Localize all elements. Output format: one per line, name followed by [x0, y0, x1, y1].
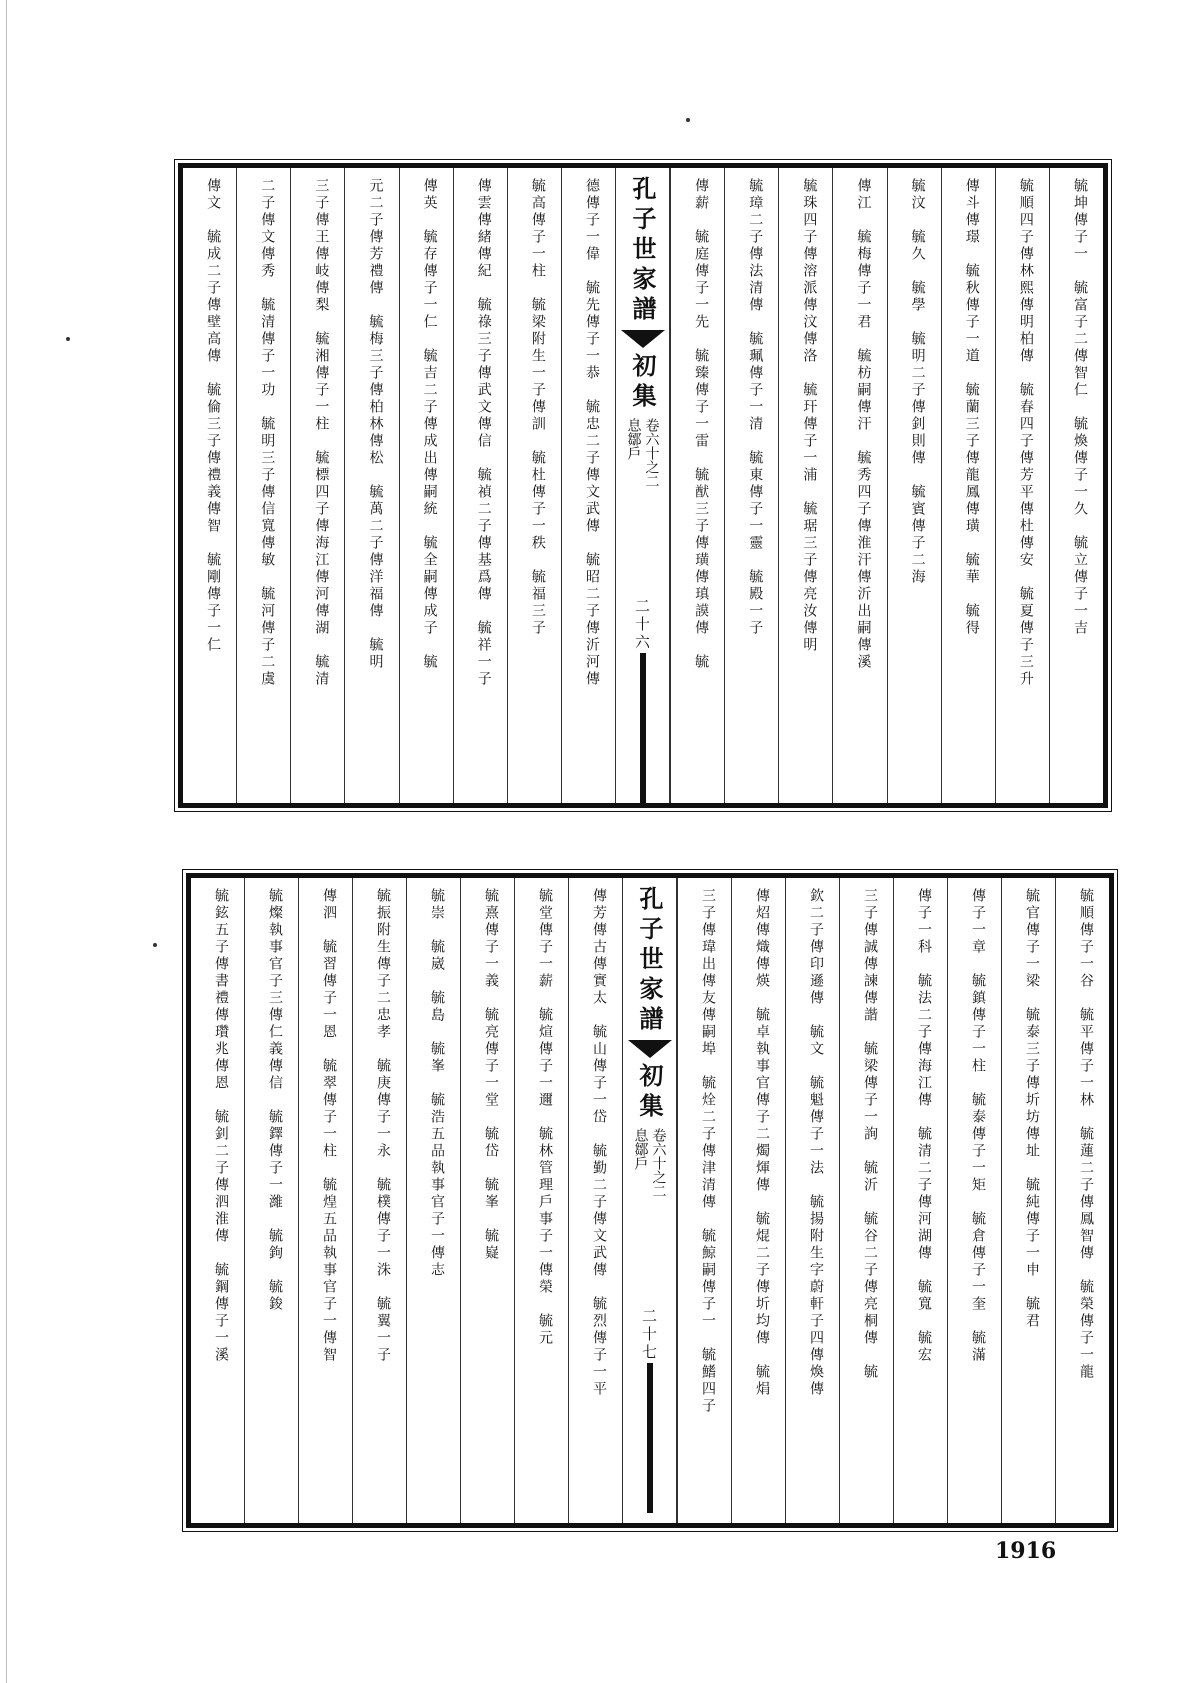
text-column [947, 878, 1001, 1523]
genealogy-page-bottom [186, 873, 1114, 1528]
text-column [832, 168, 886, 803]
text-column [352, 878, 406, 1523]
page-number: 1916 [995, 1538, 1057, 1564]
column-text: 毓汶 毓久 毓學 毓明二子傳釗則傳 毓賓傳子二海 [909, 178, 926, 586]
text-column [561, 168, 615, 803]
text-column [1049, 168, 1103, 803]
column-text: 傳文 毓成二子傳壁高傳 毓倫三子傳禮義傳智 毓剛傳子一仁 [205, 178, 222, 654]
column-text: 三子傳瑋出傳友傳嗣埠 毓烇二子傳津清傳 毓鯨嗣傳子一 毓鰭四子 [700, 888, 716, 1415]
center-fold-margin [622, 878, 677, 1523]
text-column [941, 168, 995, 803]
text-column [399, 168, 453, 803]
margin-bar [647, 1363, 653, 1513]
text-column [1001, 878, 1055, 1523]
margin-bar [640, 653, 646, 803]
folio-number: 二十七 [640, 1308, 658, 1362]
book-title: 孔子世家譜 [628, 176, 657, 326]
column-text: 傳炤傳熾傳煐 毓卓執事官傳子二燭煇傳 毓焜二子傳圻均傳 毓焆 [754, 888, 770, 1398]
column-text: 傳芳傳古傳實太 毓山傳子一岱 毓勤二子傳文武傳 毓烈傳子一平 [591, 888, 607, 1398]
section-chapter: 卷六十之二 [643, 418, 660, 488]
scan-speck [686, 118, 690, 122]
column-text: 德傳子一偉 毓先傳子一恭 毓忠二子傳文武傳 毓昭二子傳沂河傳 [584, 178, 600, 688]
fishtail-mark-icon [621, 330, 665, 348]
column-text: 毓崇 毓崴 毓島 毓峯 毓浩五品執事官子一傳志 [429, 888, 445, 1279]
section-label [632, 1128, 668, 1198]
column-text: 欽二子傳印遜傳 毓文 毓魁傳子一法 毓揚附生字蔚軒子四傳煥傳 [808, 888, 824, 1398]
text-column [507, 168, 561, 803]
text-column [191, 878, 244, 1523]
text-column [785, 878, 839, 1523]
column-text: 毓熹傳子一義 毓亮傳子一堂 毓岱 毓峯 毓嶷 [483, 888, 499, 1262]
column-text: 傳雲傳緒傳紀 毓祿三子傳武文傳信 毓禎二子傳基爲傳 毓祥一子 [475, 178, 492, 688]
column-text: 傳薪 毓庭傳子一先 毓臻傳子一雷 毓猷三子傳璜傳瑱謨傳 毓 [693, 178, 710, 671]
text-column [183, 168, 236, 803]
text-column [406, 878, 460, 1523]
column-text: 三子傳王傳岐傳梨 毓湘傳子一柱 毓標四子傳海江傳河傳湖 毓清 [313, 178, 330, 688]
column-text: 毓珠四子傳溶派傳汶傳洛 毓玕傳子一浦 毓琚三子傳亮汝傳明 [801, 178, 818, 654]
column-text: 毓燦執事官子三傳仁義傳信 毓鐸傳子一濰 毓鉤 毓鋑 [267, 888, 283, 1313]
scan-speck [153, 943, 157, 947]
text-column [236, 168, 290, 803]
column-text: 毓堂傳子一薪 毓煊傳子一邇 毓林管理戶事子一傳榮 毓元 [537, 888, 553, 1347]
column-text: 毓振附生傳子二忠孝 毓庚傳子一永 毓樸傳子一洙 毓翼一子 [375, 888, 391, 1364]
text-column [995, 168, 1049, 803]
column-text: 毓璋二子傳法清傳 毓珮傳子一清 毓東傳子一靈 毓殿一子 [747, 178, 764, 637]
text-column [887, 168, 941, 803]
column-text: 傳子一科 毓法二子傳海江傳 毓清二子傳河湖傳 毓寬 毓宏 [916, 888, 932, 1364]
text-column [244, 878, 298, 1523]
section-branch: 息鄒戶 [625, 418, 642, 460]
text-column [453, 168, 507, 803]
column-text: 三子傳誠傳諫傳諧 毓梁傳子一詢 毓沂 毓谷二子傳亮桐傳 毓 [862, 888, 878, 1381]
text-column [568, 878, 622, 1523]
section-label [625, 418, 661, 488]
column-text: 毓鉉五子傳書禮傳瓚兆傳恩 毓釗二子傳泗淮傳 毓鋼傳子一溪 [213, 888, 229, 1364]
text-column [839, 878, 893, 1523]
column-text: 傳江 毓梅傳子一君 毓枋嗣傳汗 毓秀四子傳淮汗傳沂出嗣傳溪 [855, 178, 872, 671]
column-text: 傳斗傳璟 毓秋傳子一道 毓蘭三子傳龍鳳傳璜 毓華 毓得 [963, 178, 980, 637]
column-text: 傳子一章 毓鎮傳子一柱 毓泰傳子一矩 毓倉傳子一奎 毓滿 [970, 888, 986, 1364]
text-column [778, 168, 832, 803]
text-column [298, 878, 352, 1523]
column-text: 傳泗 毓習傳子一恩 毓翠傳子一柱 毓煌五品執事官子一傳智 [321, 888, 337, 1364]
column-text: 毓高傳子一柱 毓梁附生一子傳訓 毓杜傳子一秩 毓福三子 [529, 178, 546, 637]
text-column [893, 878, 947, 1523]
column-text: 毓順四子傳林熙傳明柏傳 毓春四子傳芳平傳杜傳安 毓夏傳子三升 [1017, 178, 1034, 688]
text-column [290, 168, 344, 803]
volume-label: 初集 [628, 353, 657, 413]
text-column [731, 878, 785, 1523]
center-fold-margin [615, 168, 670, 803]
genealogy-page-top [178, 163, 1108, 808]
column-text: 元二子傳芳禮傳 毓梅三子傳柏林傳松 毓萬二子傳洋福傳 毓明 [367, 178, 384, 671]
text-column [677, 878, 731, 1523]
text-column [344, 168, 398, 803]
book-title: 孔子世家譜 [635, 886, 664, 1036]
column-text: 毓順傳子一谷 毓平傳子一林 毓蓮二子傳鳳智傳 毓榮傳子一龍 [1078, 888, 1094, 1381]
section-branch: 息鄒戶 [632, 1128, 649, 1170]
text-column [460, 878, 514, 1523]
fishtail-mark-icon [628, 1040, 672, 1058]
text-column [1055, 878, 1109, 1523]
section-chapter: 卷六十之二 [650, 1128, 667, 1198]
scan-speck [66, 337, 70, 341]
volume-label: 初集 [635, 1063, 664, 1123]
binding-edge-line [6, 0, 7, 1683]
text-column [514, 878, 568, 1523]
folio-number: 二十六 [633, 598, 651, 652]
text-column [724, 168, 778, 803]
column-text: 毓坤傳子一 毓富子二傳智仁 毓煥傳子一久 毓立傳子一吉 [1072, 178, 1088, 637]
column-text: 二子傳文傳秀 毓清傳子一功 毓明三子傳信寬傳敏 毓河傳子二虞 [259, 178, 276, 688]
text-column [670, 168, 724, 803]
column-text: 傳英 毓存傳子一仁 毓吉二子傳成出傳嗣統 毓全嗣傳成子 毓 [421, 178, 438, 671]
column-text: 毓官傳子一梁 毓泰三子傳圻坊傳址 毓純傳子一申 毓君 [1024, 888, 1040, 1330]
